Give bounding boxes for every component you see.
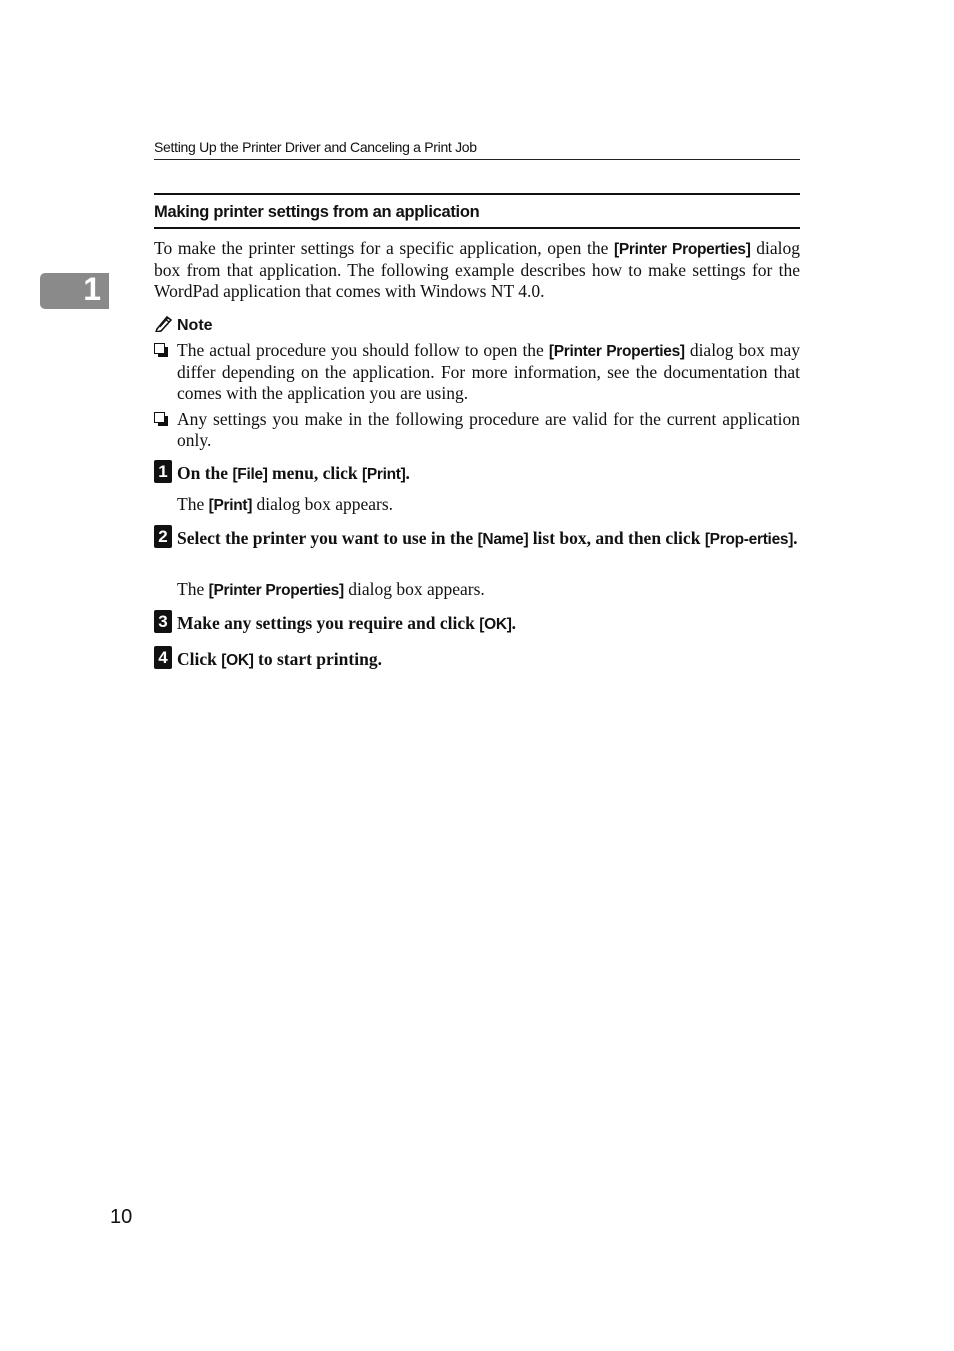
note-item: The actual procedure you should follow to open the [Printer Properties] dialog box may differ depending on the application. For more information, see the documentation that comes with the application you are using. bbox=[154, 340, 800, 404]
step-number-badge: 1 bbox=[154, 460, 172, 483]
note-heading bbox=[154, 314, 213, 335]
section-title bbox=[154, 193, 800, 229]
step-description: The [Print] dialog box appears. bbox=[177, 494, 394, 514]
step-2 bbox=[154, 525, 800, 599]
running-header bbox=[154, 139, 800, 160]
step-4 bbox=[154, 646, 800, 671]
note-heading-text: Note bbox=[177, 317, 213, 334]
step-title: Click [OK] to start printing. bbox=[177, 649, 382, 669]
intro-paragraph: To make the printer settings for a specific application, open the [Printer Properties] dialog box from that application. The following example describes how to make settings for the WordPad application that comes with Windows NT 4.0. bbox=[154, 238, 800, 301]
step-number-badge: 3 bbox=[154, 610, 172, 633]
ui-label-printer-properties: [Printer Properties] bbox=[548, 343, 685, 360]
step-title: On the [File] menu, click [Print]. bbox=[177, 463, 410, 483]
chapter-tab bbox=[40, 273, 109, 309]
checkbox-bullet-icon bbox=[154, 343, 165, 354]
chapter-number: 1 bbox=[83, 271, 101, 307]
step-title: Select the printer you want to use in the [Name] list box, and then click [Prop-erties]. bbox=[177, 528, 798, 548]
pencil-icon bbox=[154, 314, 174, 332]
step-number-badge: 4 bbox=[154, 646, 172, 669]
step-number-badge: 2 bbox=[154, 525, 172, 548]
step-description: The [Printer Properties] dialog box appears. bbox=[177, 579, 485, 599]
section-title-text: Making printer settings from an application bbox=[154, 203, 480, 221]
ui-label-printer-properties: [Printer Properties] bbox=[614, 241, 751, 258]
step-1 bbox=[154, 460, 800, 514]
running-header-title: Setting Up the Printer Driver and Canceling a Print Job bbox=[154, 139, 477, 155]
page-number: 10 bbox=[110, 1206, 133, 1228]
checkbox-bullet-icon bbox=[154, 412, 165, 423]
note-item: Any settings you make in the following procedure are valid for the current application only. bbox=[154, 409, 800, 451]
step-3 bbox=[154, 610, 800, 635]
step-title: Make any settings you require and click [OK]. bbox=[177, 613, 516, 633]
